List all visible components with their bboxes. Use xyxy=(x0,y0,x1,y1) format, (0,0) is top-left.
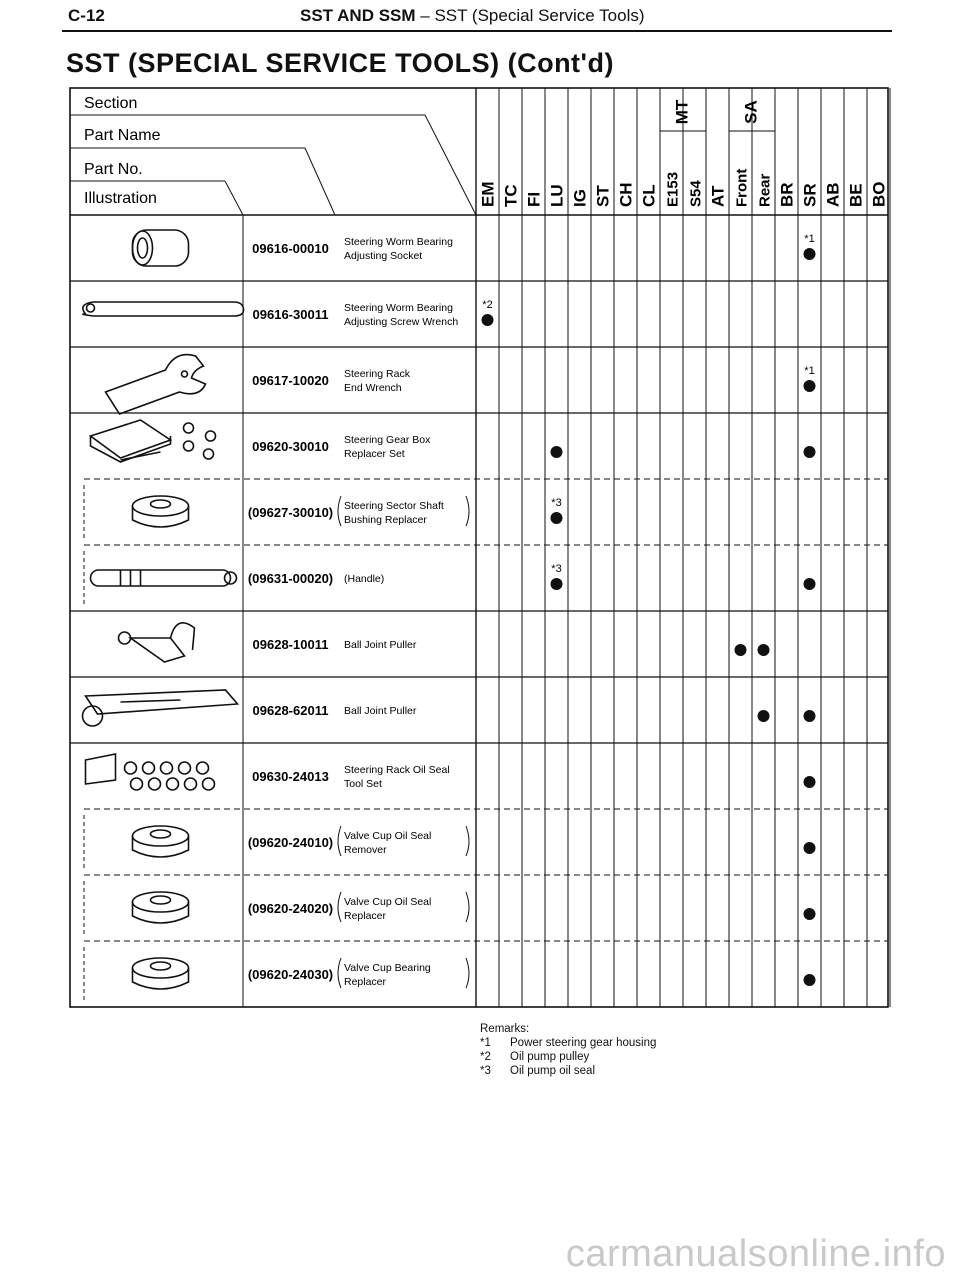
part-name: Valve Cup Oil Seal xyxy=(344,896,432,908)
section-column-label: BR xyxy=(777,182,797,207)
part-name: Steering Worm Bearing xyxy=(344,236,453,248)
section-column-label: BE xyxy=(846,183,866,207)
remark-mark: *2 xyxy=(480,1051,491,1063)
applicability-dot xyxy=(804,776,816,788)
part-name-bracket xyxy=(466,826,469,856)
section-column-label: S54 xyxy=(687,180,705,207)
puller-a-icon xyxy=(119,623,195,662)
part-name-bracket xyxy=(338,826,341,856)
applicability-dot xyxy=(804,710,816,722)
remark-text: Power steering gear housing xyxy=(510,1037,657,1049)
part-name: Tool Set xyxy=(344,778,382,790)
page-number: C-12 xyxy=(68,6,105,25)
part-name: Steering Rack xyxy=(344,368,410,380)
section-column-label: BO xyxy=(869,181,889,207)
remark-text: Oil pump oil seal xyxy=(510,1065,596,1077)
table-border xyxy=(70,88,888,1007)
part-name: Steering Sector Shaft xyxy=(344,500,444,512)
remark-mark: *1 xyxy=(480,1037,491,1049)
cup-icon xyxy=(133,826,189,857)
part-name-bracket xyxy=(466,892,469,922)
part-number: (09620-24020) xyxy=(247,901,334,916)
section-column-label: CL xyxy=(639,184,659,207)
section-column-label: IG xyxy=(570,189,590,207)
remark-text: Oil pump pulley xyxy=(510,1051,590,1063)
part-name: Ball Joint Puller xyxy=(344,639,417,651)
header-rest: – SST (Special Service Tools) xyxy=(420,6,645,25)
part-name: Replacer xyxy=(344,910,387,922)
applicability-dot xyxy=(804,908,816,920)
applicability-dot xyxy=(551,578,563,590)
section-column-label: FI xyxy=(524,191,544,207)
section-column-label: Rear xyxy=(756,173,774,207)
part-name: Ball Joint Puller xyxy=(344,705,417,717)
part-name: Adjusting Socket xyxy=(344,250,423,262)
part-name: Replacer xyxy=(344,976,387,988)
remark-row xyxy=(480,1050,656,1064)
part-name-bracket xyxy=(338,892,341,922)
part-name: Steering Gear Box xyxy=(344,434,431,446)
section-column-label: AB xyxy=(823,182,843,207)
end-wrench-icon xyxy=(106,355,206,414)
remark-ref: *1 xyxy=(804,233,815,245)
remark-row xyxy=(480,1036,656,1050)
socket-icon xyxy=(133,230,189,266)
applicability-dot xyxy=(804,248,816,260)
section-column-label: ST xyxy=(593,185,613,207)
part-number: (09627-30010) xyxy=(247,505,334,520)
part-number: 09616-30011 xyxy=(252,307,329,322)
applicability-dot xyxy=(758,644,770,656)
section-column-label: AT xyxy=(708,185,728,207)
part-number: 09628-10011 xyxy=(252,637,329,652)
part-name: Remover xyxy=(344,844,387,856)
sealset-icon xyxy=(86,754,215,790)
header-diagonal xyxy=(425,115,476,215)
applicability-dot xyxy=(735,644,747,656)
part-name: Steering Worm Bearing xyxy=(344,302,453,314)
header-label: Part Name xyxy=(84,127,161,144)
part-name: End Wrench xyxy=(344,382,402,394)
part-number: 09628-62011 xyxy=(252,703,329,718)
applicability-dot xyxy=(804,578,816,590)
part-name-bracket xyxy=(338,958,341,988)
part-name: (Handle) xyxy=(344,573,385,585)
remarks-title: Remarks: xyxy=(480,1023,530,1035)
wrench-icon xyxy=(83,302,244,316)
section-column-label: SR xyxy=(800,183,820,207)
part-number: 09630-24013 xyxy=(252,769,329,784)
remark-ref: *3 xyxy=(551,497,562,509)
replacer-icon xyxy=(133,496,189,527)
part-name-bracket xyxy=(466,496,469,526)
applicability-dot xyxy=(804,974,816,986)
watermark: carmanualsonline.info xyxy=(565,1233,946,1275)
cup2-icon xyxy=(133,892,189,923)
applicability-dot xyxy=(758,710,770,722)
applicability-dot xyxy=(551,512,563,524)
remark-ref: *1 xyxy=(804,365,815,377)
part-number: (09620-24010) xyxy=(247,835,334,850)
section-column-label: E153 xyxy=(664,171,682,207)
part-name: Steering Rack Oil Seal xyxy=(344,764,450,776)
remarks xyxy=(480,1022,656,1078)
puller-b-icon xyxy=(83,690,238,726)
header-label: Part No. xyxy=(84,161,143,178)
section-column-label: TC xyxy=(501,184,521,207)
part-number: 09617-10020 xyxy=(252,373,329,388)
header-label: Section xyxy=(84,95,138,112)
toolcase-icon xyxy=(91,420,216,462)
section-column-label: EM xyxy=(478,181,498,207)
group-label: MT xyxy=(672,99,692,125)
part-number: 09616-00010 xyxy=(252,241,329,256)
applicability-dot xyxy=(804,842,816,854)
part-name: Bushing Replacer xyxy=(344,514,427,526)
applicability-dot xyxy=(804,380,816,392)
remark-ref: *2 xyxy=(482,299,493,311)
part-name-bracket xyxy=(338,496,341,526)
section-column-label: Front xyxy=(733,168,751,207)
remark-ref: *3 xyxy=(551,563,562,575)
part-name-bracket xyxy=(466,958,469,988)
part-name: Valve Cup Bearing xyxy=(344,962,431,974)
applicability-dot xyxy=(804,446,816,458)
part-number: (09620-24030) xyxy=(247,967,334,982)
header-diagonal xyxy=(225,181,243,215)
page-title: SST (SPECIAL SERVICE TOOLS) (Cont'd) xyxy=(66,48,614,78)
group-label: SA xyxy=(741,100,761,124)
part-name: Valve Cup Oil Seal xyxy=(344,830,432,842)
remark-row xyxy=(480,1064,656,1078)
part-name: Adjusting Screw Wrench xyxy=(344,316,459,328)
header-diagonal xyxy=(305,148,335,215)
part-number: 09620-30010 xyxy=(252,439,329,454)
cup3-icon xyxy=(133,958,189,989)
section-column-label: CH xyxy=(616,182,636,207)
remark-mark: *3 xyxy=(480,1065,491,1077)
header-label: Illustration xyxy=(84,190,157,207)
applicability-dot xyxy=(551,446,563,458)
applicability-dot xyxy=(482,314,494,326)
part-number: (09631-00020) xyxy=(247,571,334,586)
handle-icon xyxy=(91,570,237,586)
section-column-label: LU xyxy=(547,184,567,207)
part-name: Replacer Set xyxy=(344,448,405,460)
header-bold: SST AND SSM xyxy=(300,6,416,25)
